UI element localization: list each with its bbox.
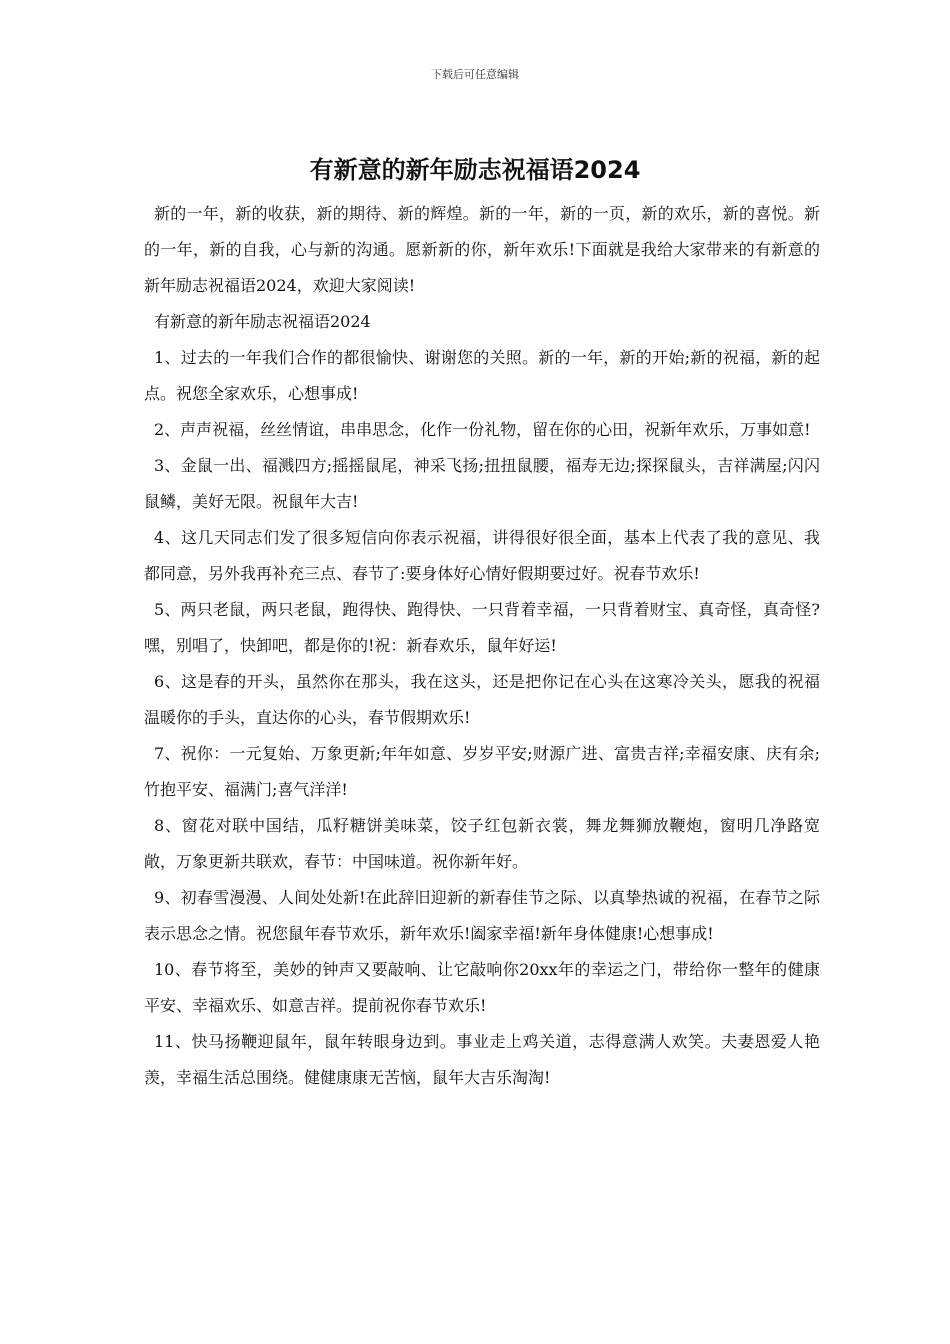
greeting-item-5: 5、两只老鼠，两只老鼠，跑得快、跑得快、一只背着幸福，一只背着财宝、真奇怪，真奇怪?嘿，别唱了，快卸吧，都是你的!祝：新春欢乐，鼠年好运! — [144, 600, 820, 655]
document-body — [144, 196, 820, 1096]
greeting-item-7: 7、祝你：一元复始、万象更新;年年如意、岁岁平安;财源广进、富贵吉祥;幸福安康、庆有余;竹抱平安、福满门;喜气洋洋! — [144, 744, 820, 799]
greeting-item-8: 8、窗花对联中国结，瓜籽糖饼美味菜，饺子红包新衣裳，舞龙舞狮放鞭炮，窗明几净路宽敞，万象更新共联欢，春节：中国味道。祝你新年好。 — [144, 816, 820, 871]
greeting-item-9: 9、初春雪漫漫、人间处处新!在此辞旧迎新的新春佳节之际、以真挚热诚的祝福，在春节之际表示思念之情。祝您鼠年春节欢乐，新年欢乐!阖家幸福!新年身体健康!心想事成! — [144, 888, 820, 943]
greeting-item-3: 3、金鼠一出、福溅四方;摇摇鼠尾，神采飞扬;扭扭鼠腰，福寿无边;探探鼠头，吉祥满屋;闪闪鼠鳞，美好无限。祝鼠年大吉! — [144, 456, 820, 511]
greeting-item-2: 2、声声祝福，丝丝情谊，串串思念，化作一份礼物，留在你的心田，祝新年欢乐，万事如意! — [154, 420, 811, 439]
intro-paragraph: 新的一年，新的收获，新的期待、新的辉煌。新的一年，新的一页，新的欢乐，新的喜悦。新的一年，新的自我，心与新的沟通。愿新新的你，新年欢乐!下面就是我给大家带来的有新意的新年励志祝福语2024，欢迎大家阅读! — [144, 204, 820, 295]
greeting-item-6: 6、这是春的开头，虽然你在那头，我在这头，还是把你记在心头在这寒冷关头，愿我的祝福温暖你的手头，直达你的心头，春节假期欢乐! — [144, 672, 820, 727]
document-title: 有新意的新年励志祝福语2024 — [309, 156, 641, 184]
greeting-item-11: 11、快马扬鞭迎鼠年，鼠年转眼身边到。事业走上鸡关道，志得意满人欢笑。夫妻恩爱人艳羡，幸福生活总围绕。健健康康无苦恼，鼠年大吉乐淘淘! — [144, 1032, 820, 1087]
page-header-note: 下载后可任意编辑 — [431, 68, 519, 81]
greeting-item-4: 4、这几天同志们发了很多短信向你表示祝福，讲得很好很全面，基本上代表了我的意见、我都同意，另外我再补充三点、春节了:要身体好心情好假期要过好。祝春节欢乐! — [144, 528, 820, 583]
greeting-item-1: 1、过去的一年我们合作的都很愉快、谢谢您的关照。新的一年，新的开始;新的祝福，新的起点。祝您全家欢乐，心想事成! — [144, 348, 820, 403]
greeting-item-10: 10、春节将至，美妙的钟声又要敲响、让它敲响你20xx年的幸运之门，带给你一整年的健康平安、幸福欢乐、如意吉祥。提前祝你春节欢乐! — [144, 960, 820, 1015]
section-heading: 有新意的新年励志祝福语2024 — [154, 312, 371, 331]
